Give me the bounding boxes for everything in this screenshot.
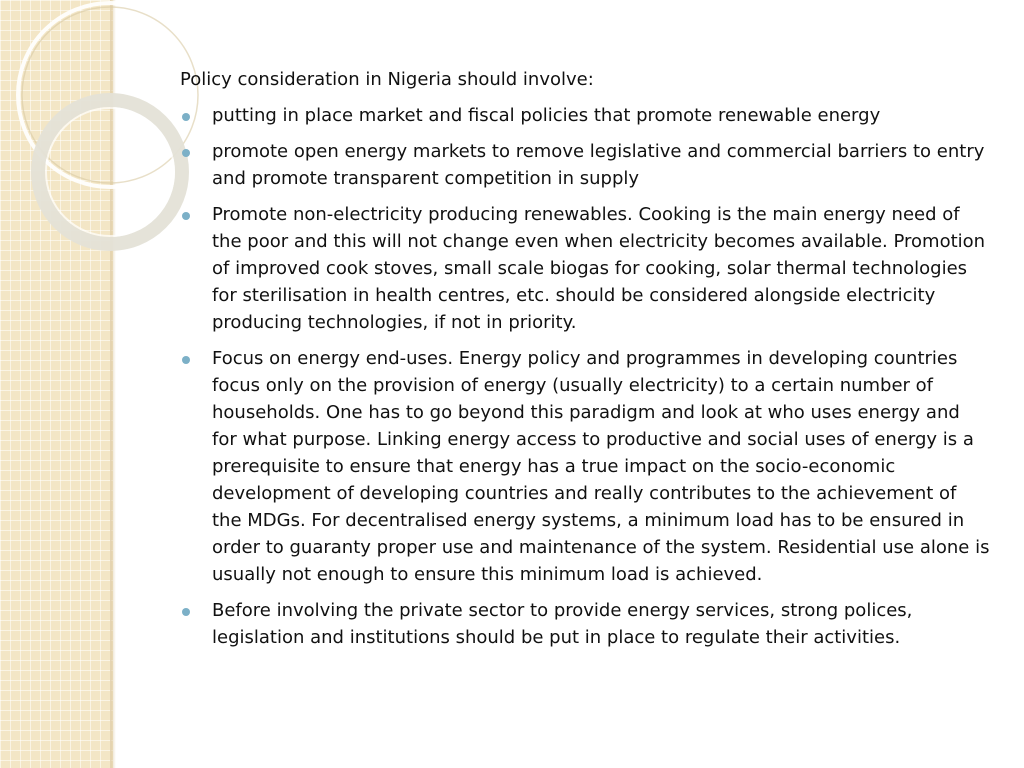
bullet-item <box>180 138 990 192</box>
bullet-text: Promote non-electricity producing renewables. Cooking is the main energy need of the poor and this will not change even when electricity becomes available. Promotion of improved cook stoves, small scale biogas for cooking, solar thermal technologies for sterilisation in health centres, etc. should be considered alongside electricity producing technologies, if not in priority. <box>212 204 986 333</box>
bullet-item <box>180 201 990 336</box>
bullet-item <box>180 102 990 129</box>
small-ring-highlight <box>46 108 174 236</box>
bullet-dot-icon <box>182 356 190 364</box>
bullet-dot-icon <box>182 608 190 616</box>
bullet-dot-icon <box>182 149 190 157</box>
bullet-dot-icon <box>182 113 190 121</box>
intro-text: Policy consideration in Nigeria should involve: <box>180 69 594 90</box>
bullet-text: promote open energy markets to remove legislative and commercial barriers to entry and promote transparent competition in supply <box>212 141 985 189</box>
bullet-item <box>180 345 990 588</box>
bullet-dot-icon <box>182 212 190 220</box>
bullet-text: Focus on energy end-uses. Energy policy and programmes in developing countries focus only on the provision of energy (usually electricity) to a certain number of households. One has to go beyond this paradigm and look at who uses energy and for what purpose. Linking energy access to productive and social uses of energy is a prerequisite to ensure that energy has a true impact on the socio-economic development of developing countries and really contributes to the achievement of the MDGs. For decentralised energy systems, a minimum load has to be ensured in order to guaranty proper use and maintenance of the system. Residential use alone is usually not enough to ensure this minimum load is achieved. <box>212 348 990 585</box>
bullet-list <box>180 102 990 651</box>
slide-content <box>180 66 990 660</box>
bullet-text: putting in place market and fiscal policies that promote renewable energy <box>212 105 881 126</box>
bullet-text: Before involving the private sector to provide energy services, strong polices, legislation and institutions should be put in place to regulate their activities. <box>212 600 913 648</box>
bullet-item <box>180 597 990 651</box>
decorative-circles <box>0 0 200 260</box>
